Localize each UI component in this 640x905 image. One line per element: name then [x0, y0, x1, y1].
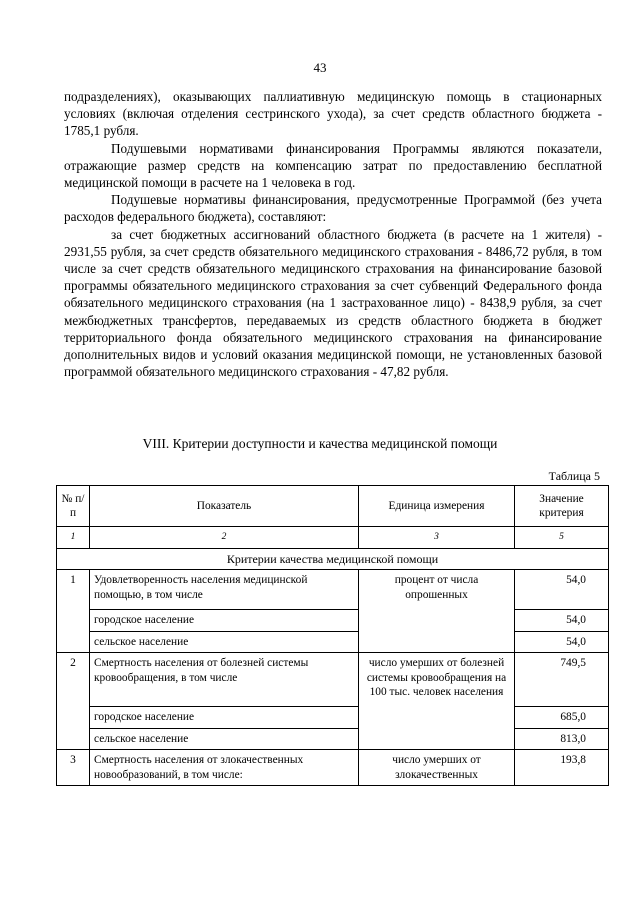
body-text [64, 88, 602, 380]
subrow-indicator: городское население [90, 707, 359, 729]
table-subrow [57, 610, 609, 632]
header-value: Значение критерия [515, 486, 609, 527]
table-row [57, 570, 609, 610]
table-subrow [57, 707, 609, 729]
row-unit: процент от числа опрошенных [359, 570, 515, 653]
row-indicator: Удовлетворенность населения медицинской помощью, в том числе [90, 570, 359, 610]
row-unit: число умерших от злокачественных [359, 750, 515, 786]
subrow-indicator: сельское население [90, 728, 359, 750]
row-indicator: Смертность населения от злокачественных новообразований, в том числе: [90, 750, 359, 786]
table-subrow [57, 728, 609, 750]
paragraph-2: Подушевыми нормативами финансирования Программы являются показатели, отражающие размер средств на компенсацию затрат по предоставлению бесплатной медицинской помощи в расчете на 1 человека в год. [64, 140, 602, 191]
criteria-table [56, 485, 609, 786]
section-title: VIII. Критерии доступности и качества медицинской помощи [142, 436, 498, 451]
subrow-value: 813,0 [515, 728, 609, 750]
subrow-value: 54,0 [515, 610, 609, 632]
page-number: 43 [313, 60, 327, 75]
subrow-value: 685,0 [515, 707, 609, 729]
subrow-indicator: сельское население [90, 631, 359, 653]
header-indicator: Показатель [90, 486, 359, 527]
table-subrow [57, 631, 609, 653]
group-title: Критерии качества медицинской помощи [57, 548, 609, 570]
row-unit: число умерших от болезней системы кровообращения на 100 тыс. человек населения [359, 653, 515, 750]
row-value: 193,8 [515, 750, 609, 786]
row-number: 3 [57, 750, 90, 786]
column-number: 2 [90, 527, 359, 549]
row-indicator: Смертность населения от болезней системы кровообращения, в том числе [90, 653, 359, 707]
paragraph-3: Подушевые нормативы финансирования, предусмотренные Программой (без учета расходов федерального бюджета), составляют: [64, 192, 602, 225]
row-value: 749,5 [515, 653, 609, 707]
row-number: 1 [57, 570, 90, 653]
paragraph-4: за счет бюджетных ассигнований областного бюджета (в расчете на 1 жителя) - 2931,55 рубля, за счет средств обязательного медицинского страхования - 8486,72 рубля, в том числе за счет средств обязательного медицинского страхования на финансирование базовой программы обязательного медицинского страхования за счет субвенций Федерального фонда обязательного медицинского страхования (на 1 застрахованное лицо) - 8438,9 рубля, за счет межбюджетных трансфертов, передаваемых из средств областного бюджета в бюджет территориального фонда обязательного медицинского страхования на финансирование дополнительных видов и условий оказания медицинской помощи, не установленных базовой программой обязательного медицинского страхования - 47,82 рубля. [64, 226, 602, 380]
subrow-value: 54,0 [515, 631, 609, 653]
column-number-row [57, 527, 609, 549]
row-value: 54,0 [515, 570, 609, 610]
column-number: 3 [359, 527, 515, 549]
table-group-row [57, 548, 609, 570]
header-num: № п/п [57, 486, 90, 527]
row-number: 2 [57, 653, 90, 750]
paragraph-1: подразделениях), оказывающих паллиативную медицинскую помощь в стационарных условиях (включая отделения сестринского ухода), за счет средств областного бюджета - 1785,1 рубля. [64, 89, 602, 139]
table-label: Таблица 5 [548, 469, 600, 483]
table-header-row [57, 486, 609, 527]
table-row [57, 653, 609, 707]
column-number: 5 [515, 527, 609, 549]
column-number: 1 [57, 527, 90, 549]
table-row [57, 750, 609, 786]
subrow-indicator: городское население [90, 610, 359, 632]
header-unit: Единица измерения [359, 486, 515, 527]
